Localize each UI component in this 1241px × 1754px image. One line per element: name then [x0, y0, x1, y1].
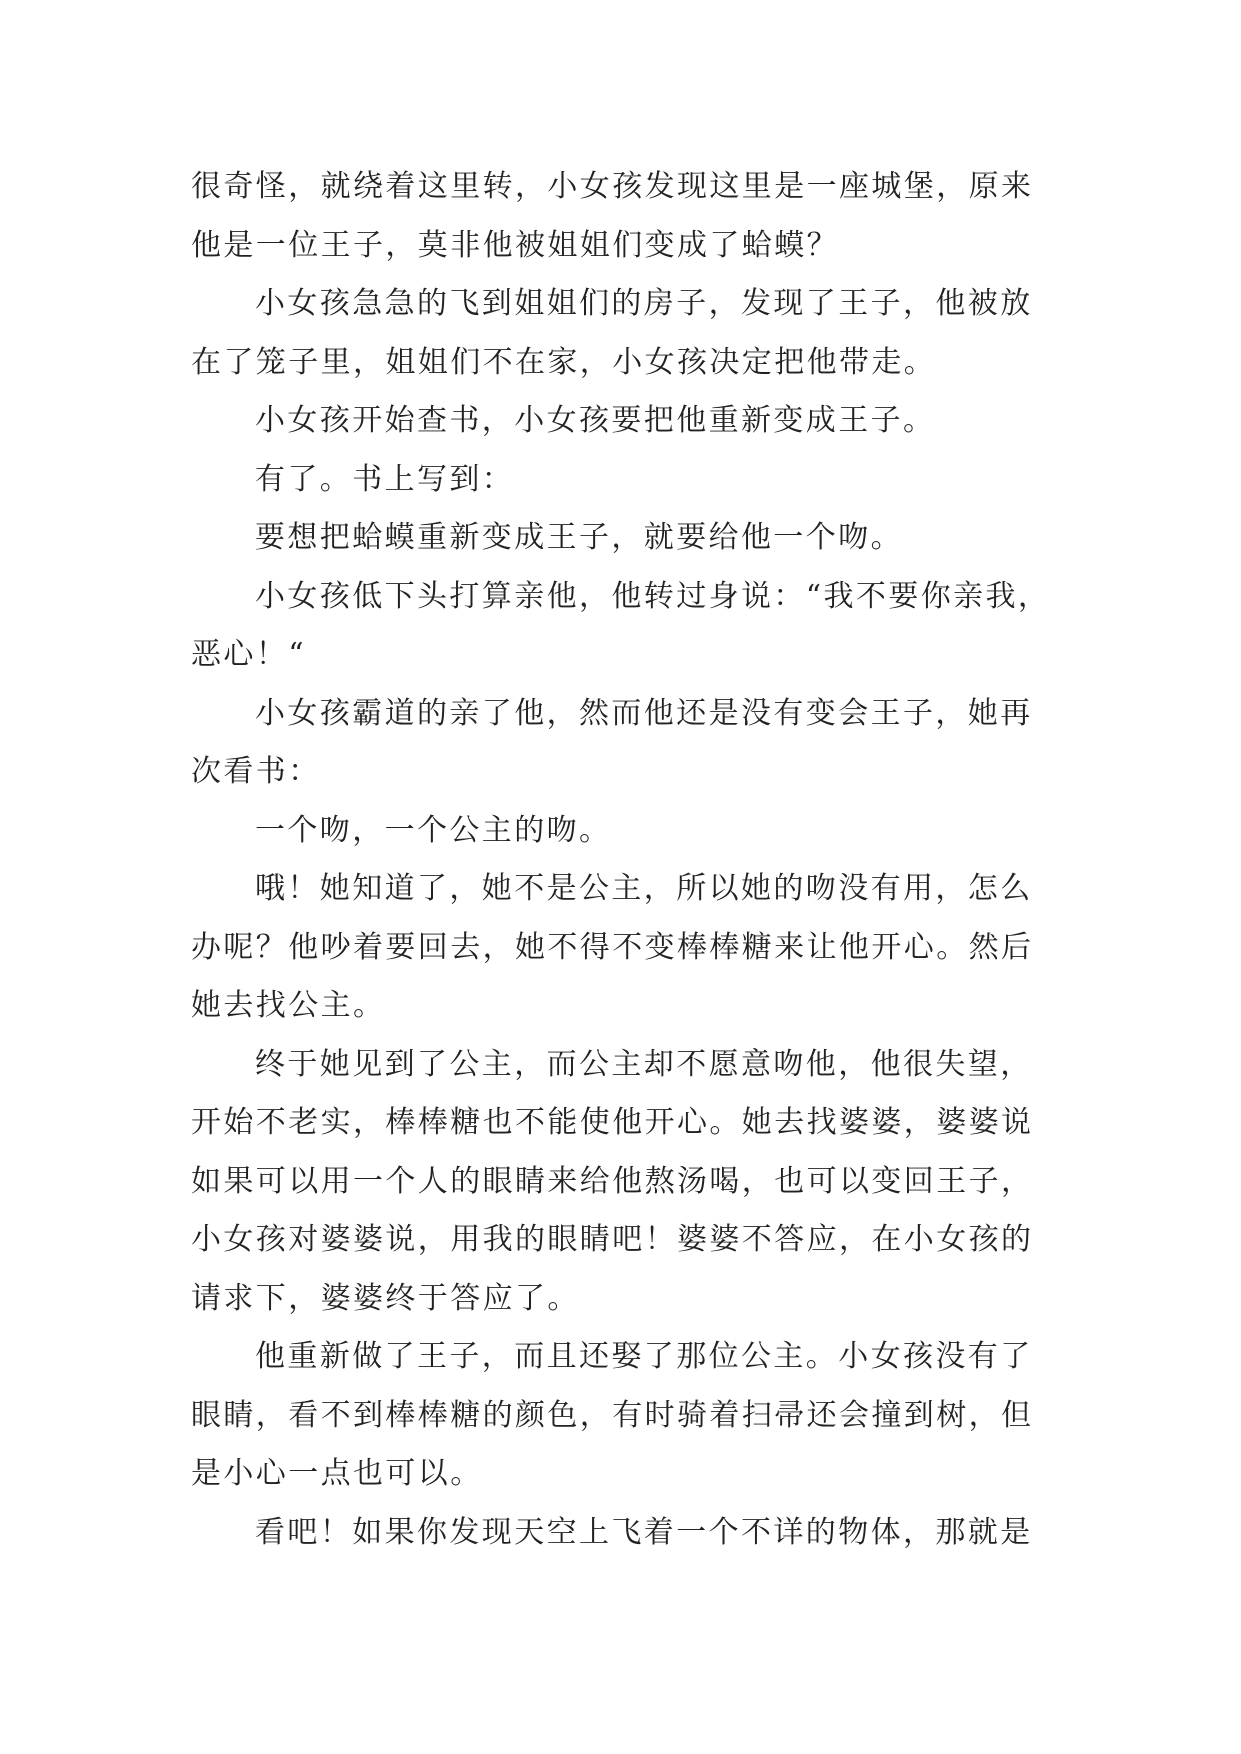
text-line: 小女孩急急的飞到姐姐们的房子，发现了王子，他被放	[255, 286, 1033, 321]
text-line: 他是一位王子，莫非他被姐姐们变成了蛤蟆？	[191, 227, 839, 263]
document-body	[191, 158, 1071, 1562]
text-line: 终于她见到了公主，而公主却不愿意吻他，他很失望，	[255, 1046, 1033, 1082]
text-line: 在了笼子里，姐姐们不在家，小女孩决定把他带走。	[191, 344, 937, 380]
text-line: 小女孩开始查书，小女孩要把他重新变成王子。	[255, 403, 936, 438]
paragraph	[191, 685, 1071, 802]
paragraph	[191, 451, 1071, 510]
text-line: 有了。书上写到：	[255, 461, 515, 497]
text-line: 她去找公主。	[191, 988, 386, 1023]
text-line: 一个吻，一个公主的吻。	[255, 812, 612, 848]
text-line: 如果可以用一个人的眼睛来给他熬汤喝，也可以变回王子，	[191, 1163, 1034, 1199]
text-line: 他重新做了王子，而且还娶了那位公主。小女孩没有了	[255, 1339, 1033, 1374]
text-line: 是小心一点也可以。	[191, 1456, 483, 1491]
text-line: 眼睛，看不到棒棒糖的颜色，有时骑着扫帚还会撞到树，但	[191, 1397, 1034, 1433]
text-line: 开始不老实，棒棒糖也不能使他开心。她去找婆婆，婆婆说	[191, 1105, 1034, 1140]
text-line: 小女孩对婆婆说，用我的眼睛吧！婆婆不答应，在小女孩的	[191, 1222, 1034, 1257]
paragraph	[191, 1504, 1071, 1563]
paragraph	[191, 392, 1071, 451]
text-line: 请求下，婆婆终于答应了。	[191, 1280, 580, 1316]
text-line: 次看书：	[191, 754, 321, 789]
paragraph	[191, 1328, 1071, 1504]
text-line: 小女孩低下头打算亲他，他转过身说：“我不要你亲我，	[255, 578, 1051, 614]
paragraph	[191, 860, 1071, 1036]
paragraph	[191, 1036, 1071, 1329]
paragraph	[191, 568, 1071, 685]
text-line: 小女孩霸道的亲了他，然而他还是没有变会王子，她再	[255, 695, 1033, 731]
text-line: 办呢？他吵着要回去，她不得不变棒棒糖来让他开心。然后	[191, 929, 1034, 965]
text-line: 看吧！如果你发现天空上飞着一个不详的物体，那就是	[255, 1514, 1033, 1550]
paragraph	[191, 509, 1071, 568]
paragraph	[191, 158, 1071, 275]
text-line: 哦！她知道了，她不是公主，所以她的吻没有用，怎么	[255, 871, 1033, 906]
paragraph	[191, 275, 1071, 392]
text-line: 很奇怪，就绕着这里转，小女孩发现这里是一座城堡，原来	[191, 169, 1034, 204]
text-line: 要想把蛤蟆重新变成王子，就要给他一个吻。	[255, 520, 903, 555]
paragraph	[191, 802, 1071, 861]
text-line: 恶心！“	[191, 637, 306, 672]
